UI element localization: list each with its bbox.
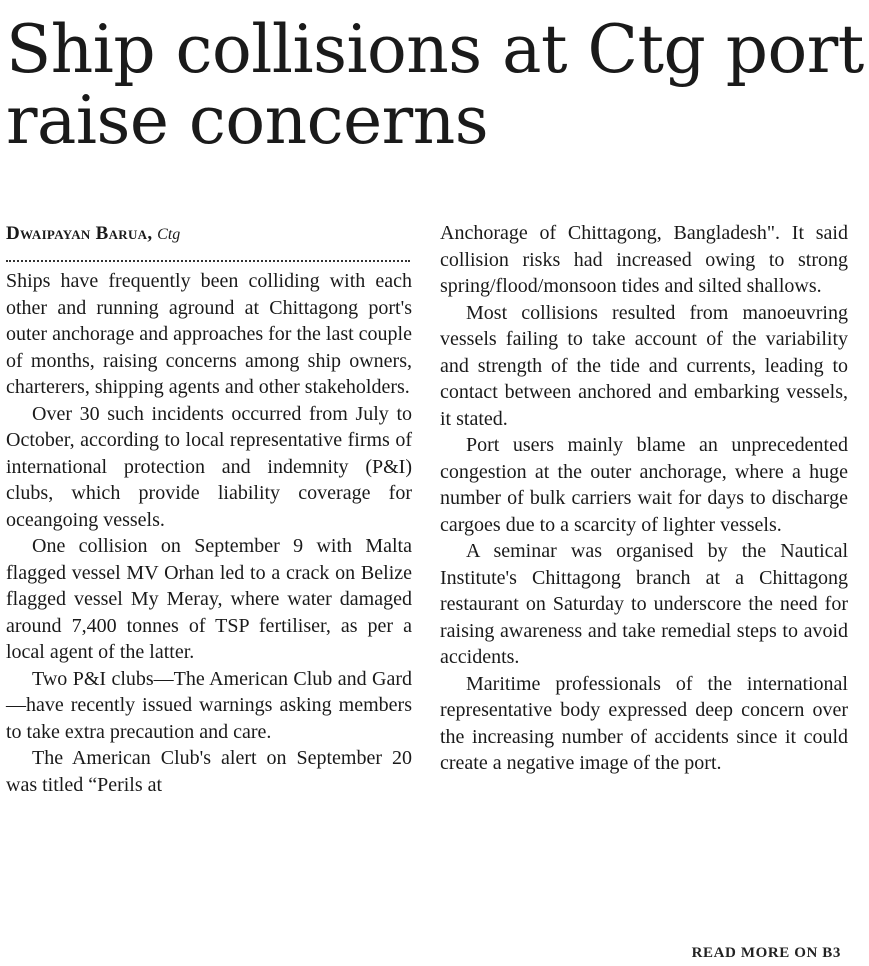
paragraph: A seminar was organised by the Nautical Institute's Chittagong branch at a Chittagong restaurant on Saturday to underscore the need for raising awareness and take remedial steps to avoid accidents. <box>440 540 848 668</box>
paragraph: One collision on September 9 with Malta flagged vessel MV Orhan led to a crack on Belize flagged vessel My Meray, where water damaged around 7,400 tonnes of TSP fertiliser, as per a local agent of the latter. <box>6 535 412 663</box>
byline <box>6 220 412 248</box>
byline-author: Dwaipayan Barua, <box>6 223 153 244</box>
right-column <box>440 220 848 777</box>
paragraph: Ships have frequently been colliding with each other and running aground at Chittagong port's outer anchorage and approaches for the last couple of months, raising concerns among ship owners, charterers, shipping agents and other stakeholders. <box>6 270 412 398</box>
paragraph: The American Club's alert on September 20 was titled “Perils at <box>6 747 412 796</box>
read-more-link[interactable]: READ MORE ON B3 <box>691 945 841 961</box>
byline-location: Ctg <box>157 226 181 243</box>
left-column <box>6 220 412 798</box>
paragraph: Maritime professionals of the international representative body expressed deep concern over the increasing number of accidents since it could create a negative image of the port. <box>440 672 848 774</box>
headline: Ship collisions at Ctg port raise concerns <box>6 11 864 159</box>
paragraph: Over 30 such incidents occurred from July to October, according to local representative firms of international protection and indemnity (P&I) clubs, which provide liability coverage for oceangoing vessels. <box>6 402 412 531</box>
paragraph: Anchorage of Chittagong, Bangladesh". It said collision risks had increased owing to strong spring/flood/monsoon tides and silted shallows. <box>440 222 848 297</box>
paragraph: Most collisions resulted from manoeuvring vessels failing to take account of the variability and strength of the tide and currents, leading to contact between anchored and embarking vessels, it stated. <box>440 301 848 430</box>
paragraph: Two P&I clubs—The American Club and Gard—have recently issued warnings asking members to take extra precaution and care. <box>6 667 412 743</box>
dotted-divider <box>6 260 410 262</box>
paragraph: Port users mainly blame an unprecedented congestion at the outer anchorage, where a huge number of bulk carriers wait for days to discharge cargoes due to a scarcity of lighter vessels. <box>440 434 848 536</box>
